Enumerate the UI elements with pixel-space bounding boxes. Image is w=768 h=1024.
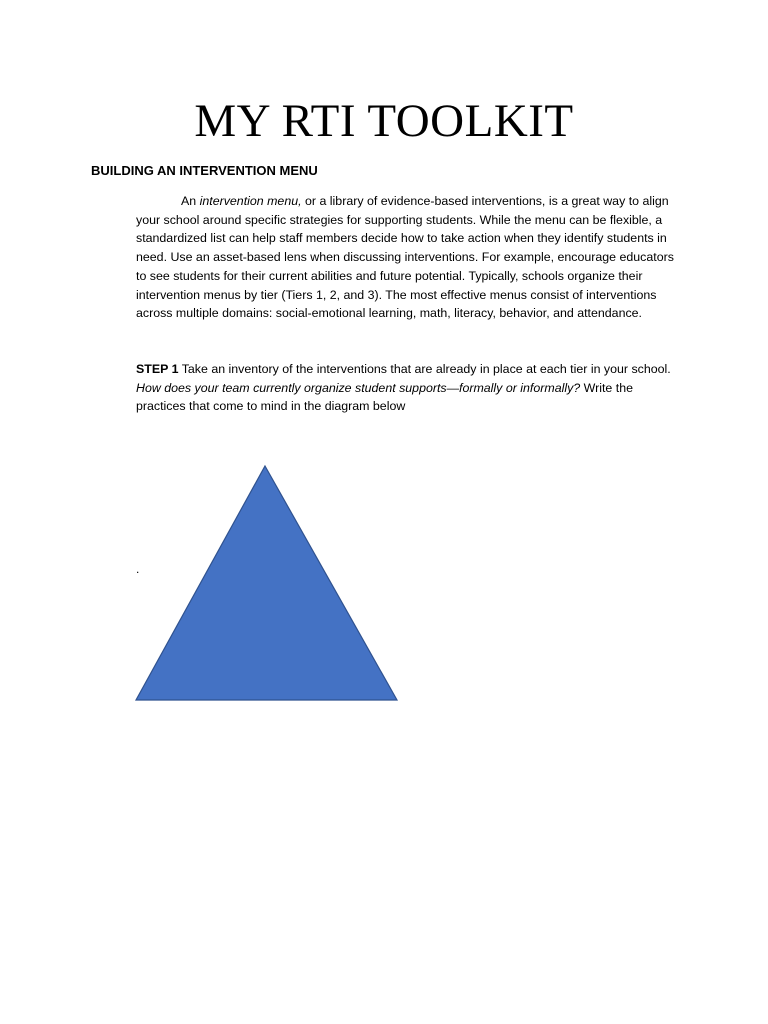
step1-text: Take an inventory of the interventions that are already in place at each tier in your school. [178, 362, 671, 376]
triangle-shape[interactable] [136, 466, 397, 700]
intro-italic-term: intervention menu, [199, 194, 302, 208]
step1-instruction: Write the practices that come to mind in the diagram below [136, 380, 633, 414]
stray-period: . [136, 562, 140, 576]
section-heading: BUILDING AN INTERVENTION MENU [91, 163, 318, 178]
step1-paragraph [136, 360, 676, 416]
tier-triangle-diagram[interactable] [132, 462, 402, 704]
page-title: MY RTI TOOLKIT [194, 95, 574, 147]
step1-label: STEP 1 [136, 362, 179, 376]
step1-question: How does your team currently organize student supports—formally or informally? [136, 380, 581, 395]
intro-rest: or a library of evidence-based interventions, is a great way to align your school around specific strategies for supporting students. While the menu can be flexible, a standardized list can help staff members decide how to take action when they identify students in need. Use an asset-based lens when discussing interventions. For example, encourage educators to see students for their current abilities and future potential. Typically, schools organize their intervention menus by tier (Tiers 1, 2, and 3). The most effective menus consist of interventions across multiple domains: social-emotional learning, math, literacy, behavior, and attendance. [136, 194, 674, 321]
intro-paragraph [136, 192, 676, 323]
intro-lead: An [181, 194, 200, 208]
